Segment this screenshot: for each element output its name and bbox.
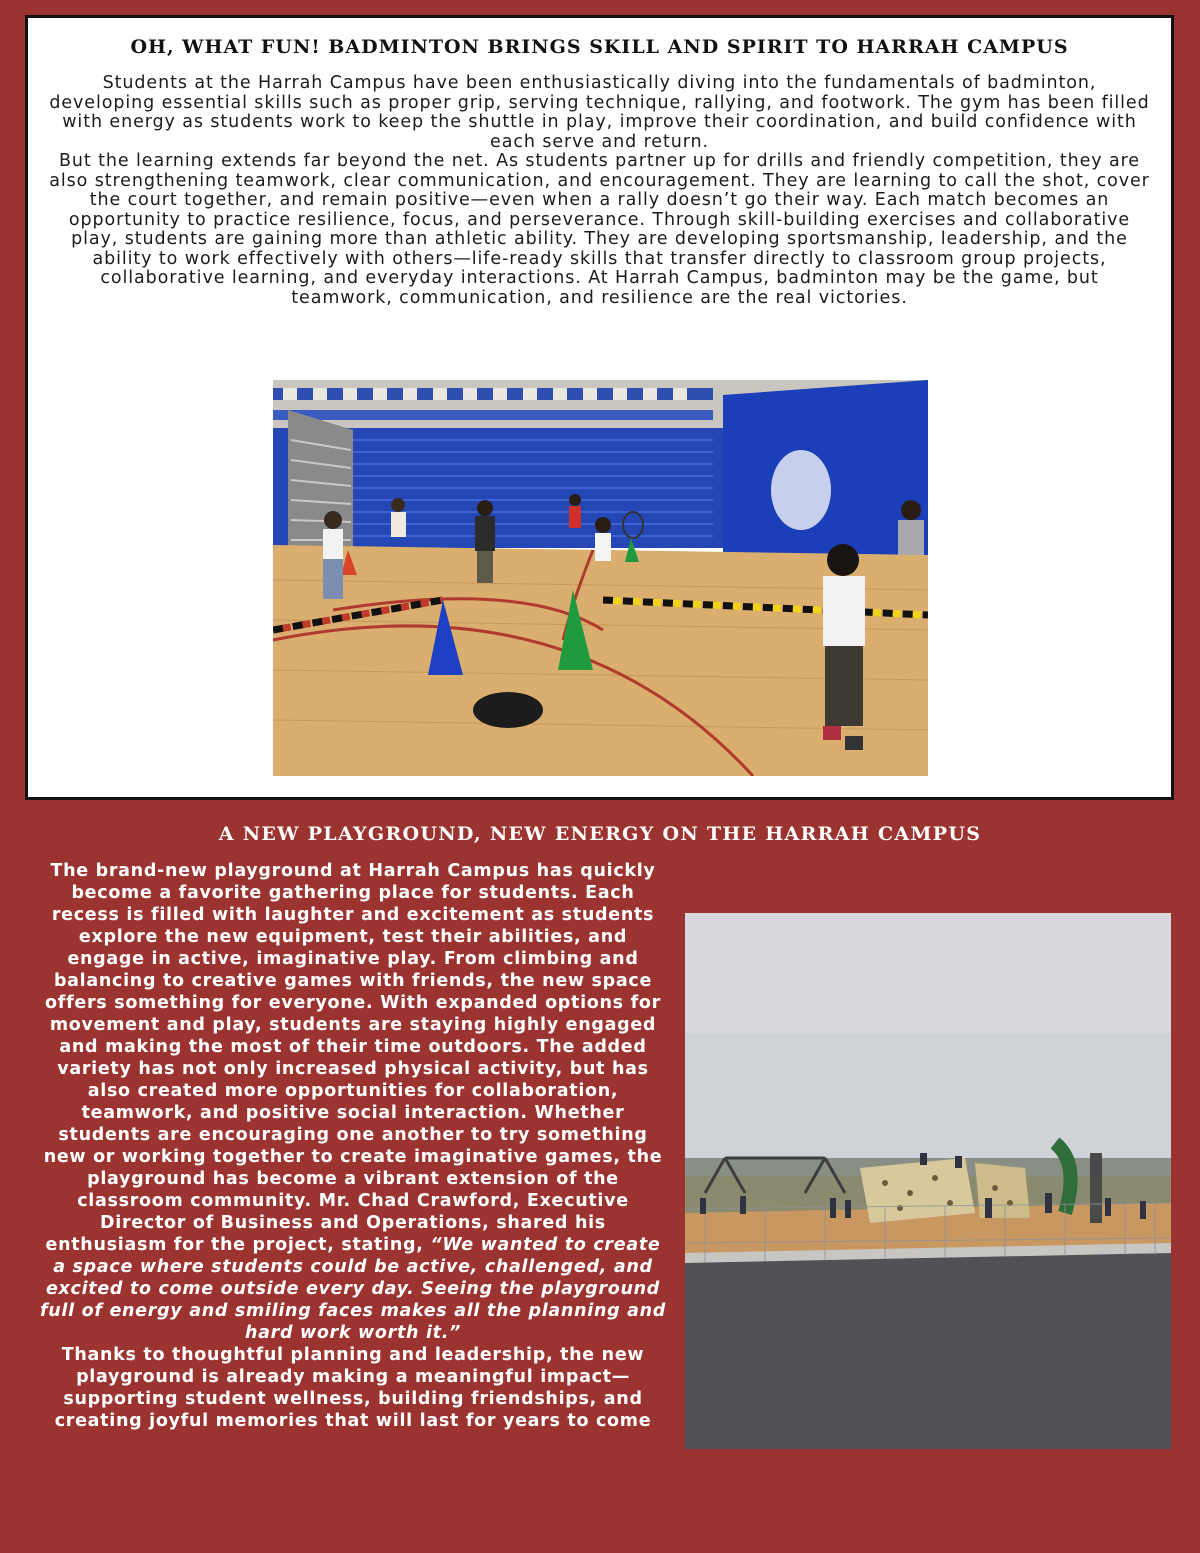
playground-article-body — [38, 860, 668, 1432]
badminton-article-title: OH, WHAT FUN! BADMINTON BRINGS SKILL AND SPIRIT TO HARRAH CAMPUS — [130, 36, 1069, 58]
playground-intro-text: The brand-new playground at Harrah Campus has quickly become a favorite gathering place for students. Each recess is filled with laughter and excitement as students explore the new equipment, test their abilities, and engage in active, imaginative play. From climbing and balancing to creative games with friends, the new space offers something for everyone. With expanded options for movement and play, students are staying highly engaged and making the most of their time outdoors. The added variety has not only increased physical activity, but has also created more opportunities for collaboration, teamwork, and positive social interaction. Whether students are encouraging one another to try something new or working together to create imaginative games, the playground has become a vibrant extension of the classroom community. Mr. Chad Crawford, Executive Director of Business and Operations, shared his enthusiasm for the project, stating, — [43, 861, 663, 1255]
crawford-quote: “We wanted to create a space where students could be active, challenged, and excited to come outside every day. Seeing the playground full of energy and smiling faces makes all the planning and hard work worth it.” — [39, 1235, 667, 1343]
badminton-article-body — [48, 74, 1151, 308]
badminton-paragraph-1: Students at the Harrah Campus have been enthusiastically diving into the fundamentals of badminton, developing essential skills such as proper grip, serving technique, rallying, and footwork. The gym has been filled with energy as students work to keep the shuttle in play, improve their coordination, and build confidence with each serve and return. — [49, 73, 1150, 152]
playground-photo — [685, 913, 1171, 1449]
badminton-paragraph-2: But the learning extends far beyond the net. As students partner up for drills and friendly competition, they are also strengthening teamwork, clear communication, and encouragement. They are learning to call the shot, cover the court together, and remain positive—even when a rally doesn’t go their way. Each match becomes an opportunity to practice resilience, focus, and perseverance. Through skill-building exercises and collaborative play, students are gaining more than athletic ability. They are developing sportsmanship, leadership, and the ability to work effectively with others—life-ready skills that transfer directly to classroom group projects, collaborative learning, and everyday interactions. At Harrah Campus, badminton may be the game, but teamwork, communication, and resilience are the real victories. — [49, 151, 1150, 308]
playground-paragraph-intro — [38, 860, 668, 1344]
playground-paragraph-closing: Thanks to thoughtful planning and leadership, the new playground is already making a meaningful impact—supporting student wellness, building friendships, and creating joyful memories that will last for years to come — [54, 1345, 652, 1431]
badminton-gym-photo — [273, 380, 928, 776]
playground-article-title: A NEW PLAYGROUND, NEW ENERGY ON THE HARRAH CAMPUS — [218, 823, 982, 845]
badminton-article-panel — [25, 15, 1174, 800]
